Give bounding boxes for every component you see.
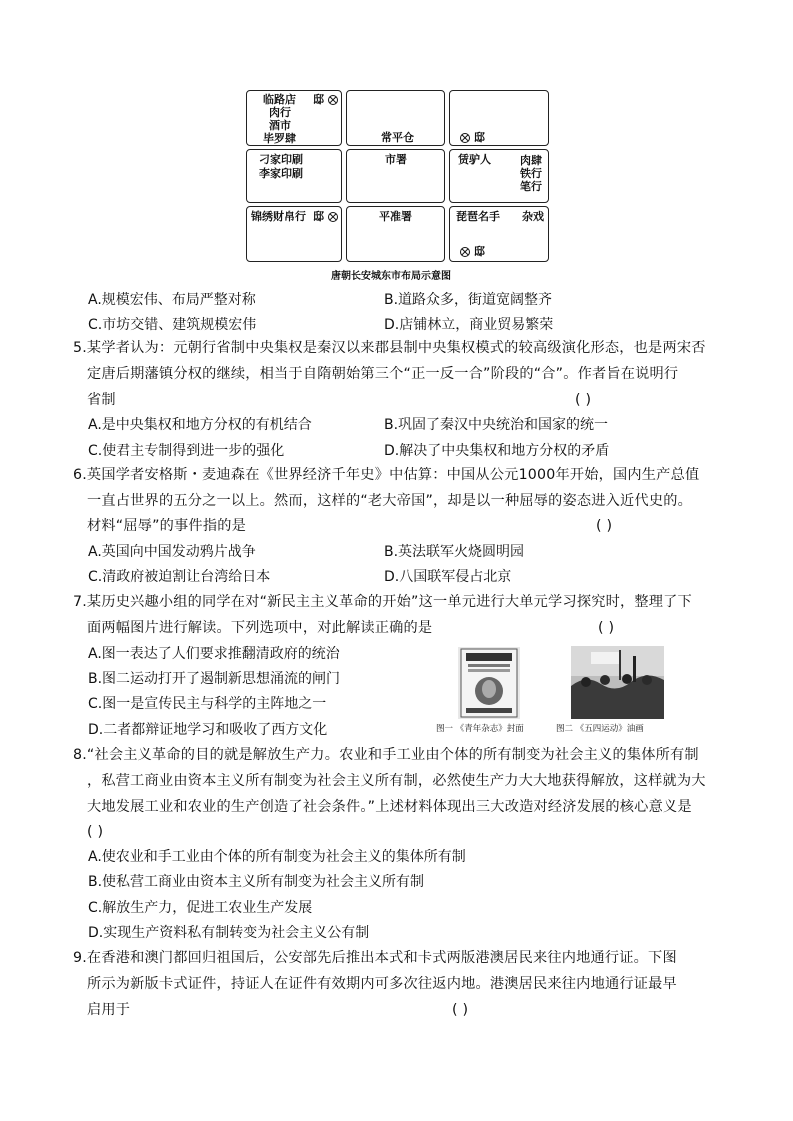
q7-option-b: B.图二运动打开了遏制新思想涌流的闸门 [88,671,341,687]
q4-option-a: A.规模宏伟、布局严整对称 [88,292,256,308]
map-label-mid-right-b-1: 铁行 [520,167,542,180]
q9-stem-line3: 启用于 [87,1002,131,1018]
gate-cross-icon [328,212,338,222]
map-label-mid-right-b-2: 笔行 [520,180,542,193]
map-cell-mid-left [246,149,342,203]
fig2-caption: 图二 《五四运动》油画 [556,724,644,734]
q5-option-b: B.巩固了秦汉中央统治和国家的统一 [384,417,609,433]
map-gate-label: 邸 [313,210,324,223]
q7-stem-line1: 7.某历史兴趣小组的同学在对“新民主主义革命的开始”这一单元进行大单元学习探究时，整理了下 [73,594,692,610]
q9-stem-line1: 9.在香港和澳门都回归祖国后，公安部先后推出本式和卡式两版港澳居民来往内地通行证。下图 [73,950,677,966]
q8-option-b: B.使私营工商业由资本主义所有制变为社会主义所有制 [88,874,425,890]
q9-answer-paren: ( ) [452,1002,469,1018]
q8-stem-line2: ，私营工商业由资本主义所有制变为社会主义所有制，必然使生产力大大地获得解放，这样就为大 [87,773,706,789]
map-cell-bot-left [246,206,342,262]
q6-option-b: B.英法联军火烧圆明园 [384,544,525,560]
map-label-mid-mid: 市署 [385,153,407,166]
q7-option-a: A.图一表达了人们要求推翻清政府的统治 [88,646,340,662]
q8-stem-line3: 大地发展工业和农业的生产创造了社会条件。”上述材料体现出三大改造对经济发展的核心意义是 [87,799,692,815]
q8-option-c: C.解放生产力，促进工农业生产发展 [88,900,313,916]
q8-stem-line1: 8.“社会主义革命的目的就是解放生产力。农业和手工业由个体的所有制变为社会主义的集体所有制 [73,747,699,763]
q9-stem-line2: 所示为新版卡式证件，持证人在证件有效期内可多次往返内地。港澳居民来往内地通行证最早 [87,976,677,992]
map-label-top-left-3: 毕罗肆 [263,132,296,145]
q7-option-d: D.二者都辩证地学习和吸收了西方文化 [88,722,328,738]
map-label-bot-left: 锦绣财帛行 [251,210,306,223]
q6-option-a: A.英国向中国发动鸦片战争 [88,544,256,560]
fig1-caption: 图一 《青年杂志》封面 [436,724,524,734]
market-layout-map [246,90,549,262]
gate-cross-icon [460,133,470,143]
q5-option-a: A.是中央集权和地方分权的有机结合 [88,417,312,433]
map-label-mid-right-a: 赁驴人 [458,153,491,166]
map-label-bot-right-a: 琵琶名手 [456,210,500,223]
q8-option-d: D.实现生产资料私有制转变为社会主义公有制 [88,925,370,941]
q5-answer-paren: ( ) [575,392,592,408]
map-cell-mid-right [449,149,549,203]
q6-answer-paren: ( ) [596,518,613,534]
q5-stem-line1: 5.某学者认为：元朝行省制中央集权是秦汉以来郡县制中央集权模式的较高级演化形态，也是两宋否 [73,340,706,356]
map-label-bot-mid: 平准署 [379,210,412,223]
q4-option-b: B.道路众多，街道宽阔整齐 [384,292,553,308]
map-gate-label: 邸 [473,131,485,144]
map-cell-bot-right [449,206,549,262]
map-label-top-left-1: 肉行 [269,106,291,119]
q6-stem-line1: 6.英国学者安格斯・麦迪森在《世界经济千年史》中估算：中国从公元1000年开始，国内生产总值 [73,467,700,483]
q6-option-c: C.清政府被迫割让台湾给日本 [88,569,271,585]
map-cell-top-mid [346,90,445,146]
q5-stem-line3: 省制 [87,392,116,408]
gate-cross-icon [328,95,338,105]
map-cell-top-left [246,90,342,146]
map-label-bot-right-b: 杂戏 [522,210,544,223]
q4-option-d: D.店铺林立，商业贸易繁荣 [384,317,554,333]
q5-stem-line2: 定唐后期藩镇分权的继续，相当于自隋朝始第三个“正一反一合”阶段的“合”。作者旨在说明行 [87,366,679,382]
map-label-mid-left-1: 李家印刷 [259,167,303,180]
map-label-top-left-0: 临路店 [263,93,296,106]
q8-option-a: A.使农业和手工业由个体的所有制变为社会主义的集体所有制 [88,849,466,865]
q8-answer-paren: ( ) [87,824,104,840]
may-fourth-painting-image [571,646,664,719]
map-caption: 唐朝长安城东市布局示意图 [331,271,451,282]
q6-stem-line3: 材料“屈辱”的事件指的是 [87,518,246,534]
q7-option-c: C.图一是宣传民主与科学的主阵地之一 [88,696,327,712]
map-gate-label: 邸 [473,245,485,258]
map-cell-mid-mid [346,149,445,203]
gate-cross-icon [460,247,470,257]
map-gate-label: 邸 [313,93,324,106]
q5-option-d: D.解决了中央集权和地方分权的矛盾 [384,443,610,459]
q5-option-c: C.使君主专制得到进一步的强化 [88,443,285,459]
q7-stem-line2: 面两幅图片进行解读。下列选项中，对此解读正确的是 [87,620,433,636]
map-label-mid-right-b-0: 肉肆 [520,154,542,167]
q7-answer-paren: ( ) [598,620,615,636]
magazine-cover-image [458,647,520,719]
map-label-top-left-2: 酒市 [269,119,291,132]
map-cell-top-right [449,90,549,146]
map-label-top-mid: 常平仓 [381,131,414,144]
q6-option-d: D.八国联军侵占北京 [384,569,512,585]
map-label-mid-left-0: 刁家印刷 [259,153,303,166]
q4-option-c: C.市坊交错、建筑规模宏伟 [88,317,257,333]
q6-stem-line2: 一直占世界的五分之一以上。然而，这样的“老大帝国”，却是以一种屈辱的姿态进入近代史的。 [87,493,692,509]
map-cell-bot-mid [346,206,445,262]
